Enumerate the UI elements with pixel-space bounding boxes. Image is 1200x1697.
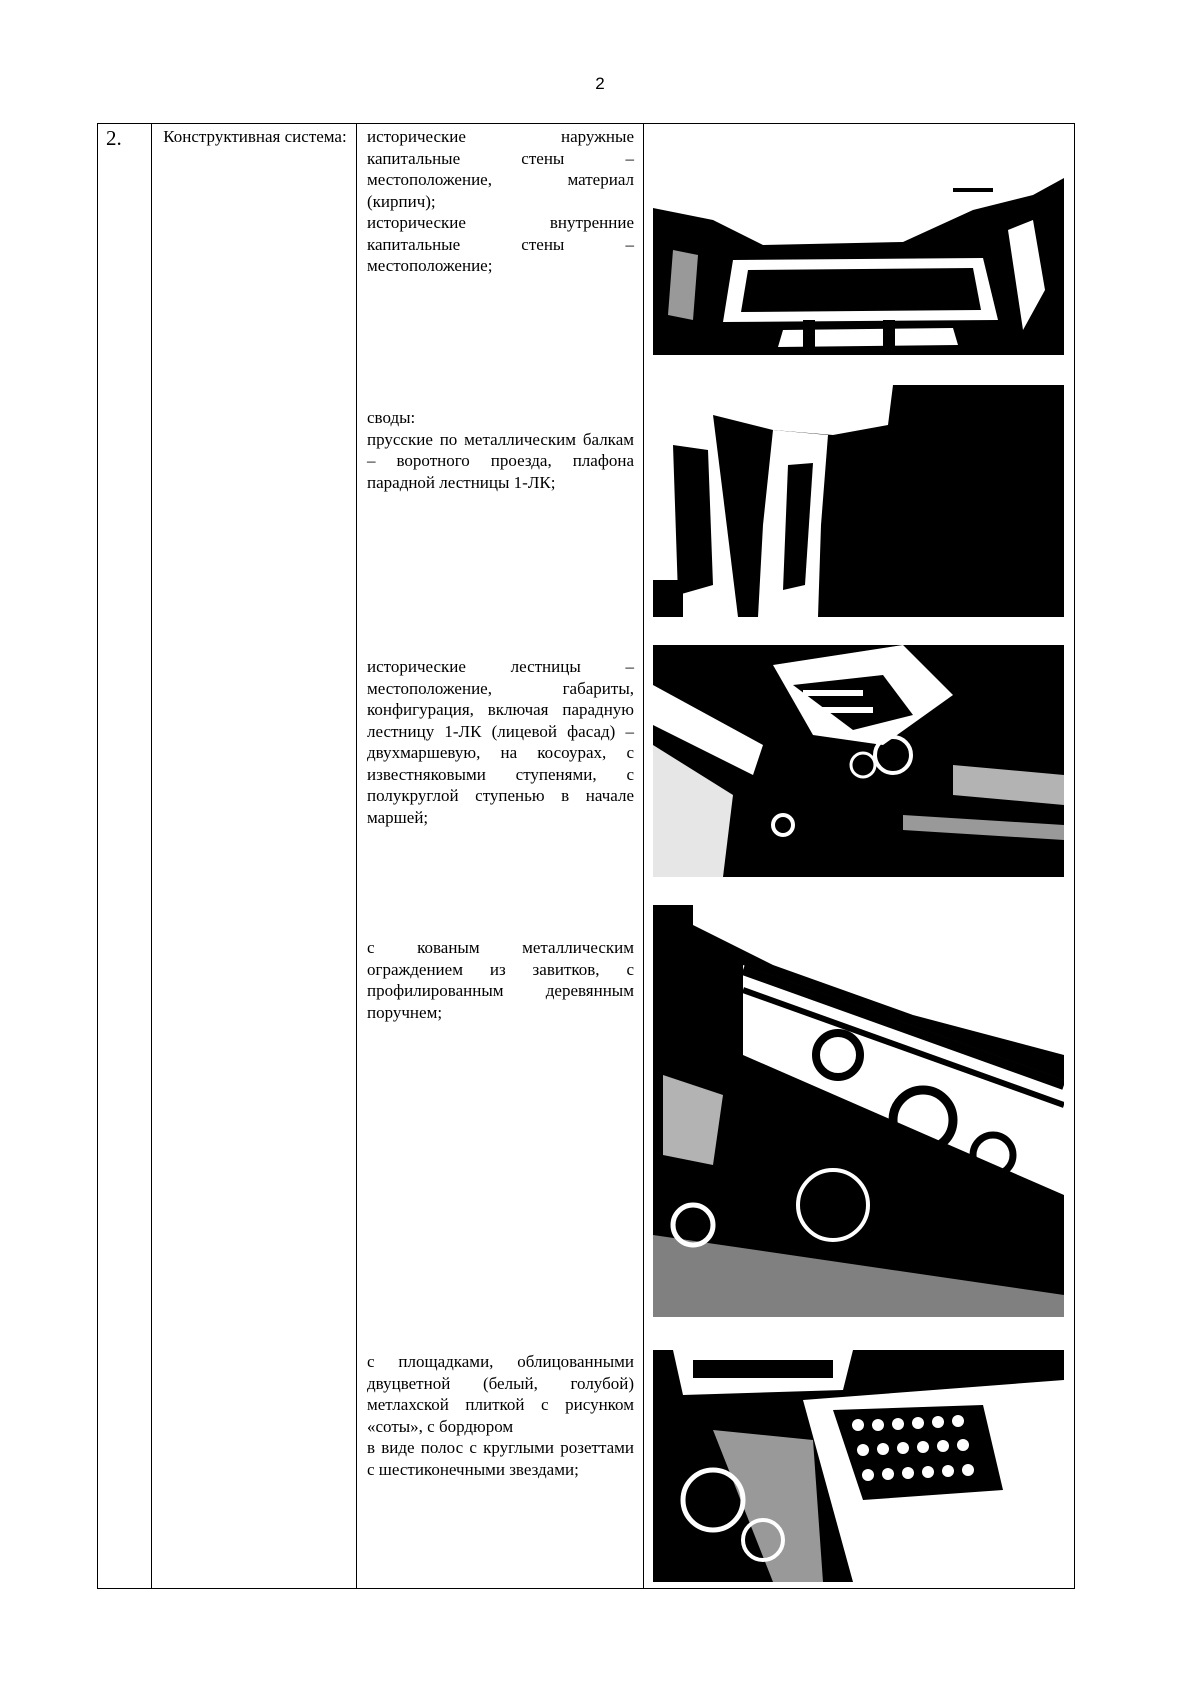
photo-vaults: [653, 385, 1064, 617]
description-line: своды:: [367, 408, 416, 427]
description-vaults: [367, 407, 634, 493]
description-line: с площадками, облицованными двуцветной (белый, голубой) метлахской плиткой с рисунком «соты», с бордюром: [367, 1352, 634, 1436]
photo-landing: [653, 1350, 1064, 1582]
description-railing: [367, 937, 634, 1023]
description-line: исторические внутренние капитальные стены – местоположение;: [367, 213, 634, 275]
photo-walls: [653, 170, 1064, 355]
description-landings: [367, 1351, 634, 1480]
description-line: в виде полос с круглыми розеттами с шестиконечными звездами;: [367, 1438, 634, 1479]
section-title: Конструктивная система:: [163, 127, 347, 146]
photo-railing: [653, 905, 1064, 1317]
description-line: исторические наружные капитальные стены – местоположение, материал (кирпич);: [367, 127, 634, 211]
description-line: с кованым металлическим ограждением из завитков, с профилированным деревянным поручнем;: [367, 938, 634, 1022]
description-walls: [367, 126, 634, 277]
description-line: прусские по металлическим балкам – воротного проезда, плафона парадной лестницы 1-ЛК;: [367, 429, 634, 492]
page-number: 2: [595, 74, 605, 93]
description-line: исторические лестницы – местоположение, габариты, конфигурация, включая парадную лестницу 1-ЛК (лицевой фасад) – двухмаршевую, на косоурах, с известняковыми ступенями, с полукруглой ступенью в начале маршей;: [367, 657, 634, 827]
description-stairs: [367, 656, 634, 828]
column-divider: [356, 123, 357, 1589]
column-divider: [643, 123, 644, 1589]
photo-stairs: [653, 645, 1064, 877]
row-number: 2.: [106, 126, 122, 150]
column-divider: [151, 123, 152, 1589]
